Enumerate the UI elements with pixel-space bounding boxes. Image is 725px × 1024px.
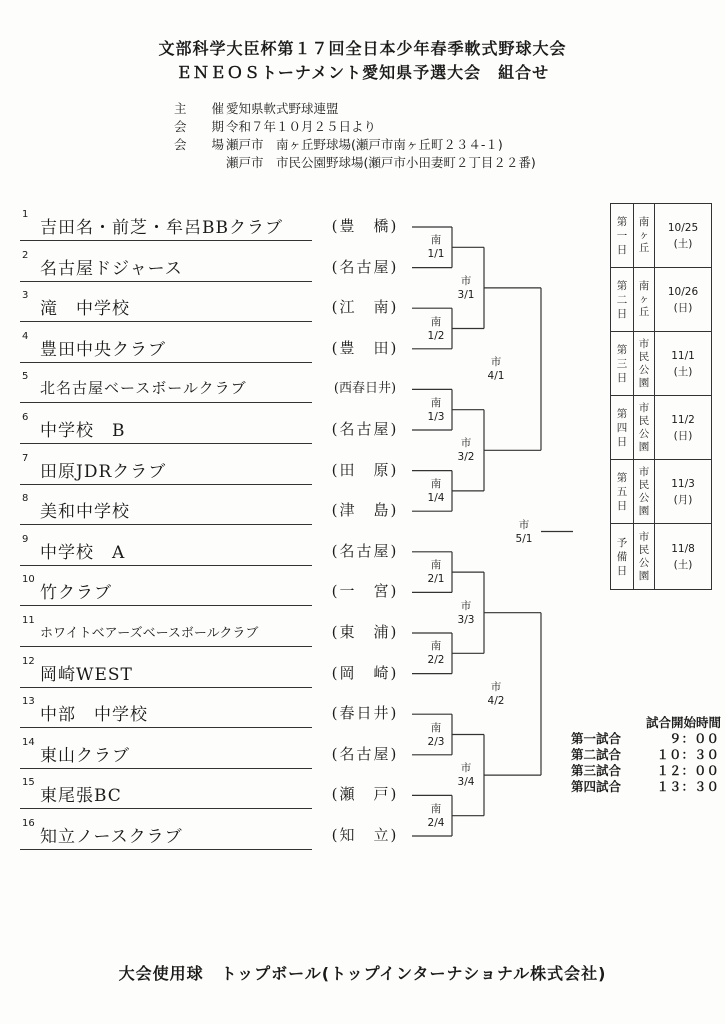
match-label (446, 436, 486, 464)
schedule-venue (634, 268, 655, 332)
period-label: 会 期 (174, 119, 225, 134)
schedule-row (611, 268, 712, 332)
schedule-venue (634, 524, 655, 590)
game-label: 第四試合 (571, 779, 622, 794)
team-number: 4 (22, 330, 29, 342)
team-number: 1 (22, 209, 29, 220)
schedule-venue-char: 園 (638, 376, 650, 389)
team-name: 中学校 A (40, 542, 126, 563)
match-label (476, 355, 516, 383)
team-city: (田 原) (331, 460, 399, 479)
schedule-venue-char: 民 (638, 478, 650, 491)
schedule-day-char: 日 (616, 564, 628, 577)
schedule-weekday: (土) (673, 365, 693, 378)
schedule-weekday: (月) (673, 493, 693, 506)
schedule-weekday: (日) (673, 301, 693, 314)
match-number: 2/3 (427, 735, 445, 748)
start-time-row (571, 729, 721, 745)
match-venue: 南 (430, 559, 442, 572)
match-number: 3/2 (457, 451, 475, 464)
schedule-table (610, 203, 712, 590)
match-label (476, 680, 516, 708)
schedule-day-char: 第 (616, 279, 628, 292)
venue-value-1: 瀬戸市 南ヶ丘野球場(瀬戸市南ヶ丘町２３４-１) (226, 137, 503, 152)
schedule-venue-char: 民 (638, 543, 650, 556)
schedule-row (611, 460, 712, 524)
start-time-row (571, 777, 721, 793)
match-label (416, 802, 456, 830)
organizer-label: 主 催 (174, 101, 225, 116)
team-number: 14 (22, 736, 35, 748)
schedule-row (611, 204, 712, 268)
match-label (416, 315, 456, 343)
schedule-date-value: 11/2 (671, 413, 695, 426)
schedule-day-char: 日 (616, 243, 628, 256)
start-times-title: 試合開始時間 (645, 715, 721, 730)
schedule-day-char: 日 (616, 435, 628, 448)
venue-value-2: 瀬戸市 市民公園野球場(瀬戸市小田妻町２丁目２２番) (226, 155, 536, 170)
match-number: 3/3 (457, 613, 475, 626)
match-label (504, 518, 544, 546)
team-city: (江 南) (331, 298, 399, 317)
match-venue: 南 (430, 234, 442, 247)
schedule-date-value: 11/3 (671, 477, 695, 490)
match-venue: 南 (430, 802, 442, 815)
match-venue: 市 (460, 437, 472, 450)
schedule-venue-char: 公 (638, 427, 650, 440)
match-number: 2/1 (427, 573, 445, 586)
schedule-venue-char: 市 (638, 530, 650, 543)
schedule-venue (634, 460, 655, 524)
match-venue: 市 (490, 356, 502, 369)
schedule-venue (634, 204, 655, 268)
team-name: 岡崎WEST (40, 664, 133, 685)
team-name: ホワイトベアーズベースボールクラブ (40, 626, 259, 641)
team-name: 東尾張BC (40, 786, 122, 807)
match-venue: 市 (460, 762, 472, 775)
match-venue: 南 (430, 396, 442, 409)
team-number: 5 (22, 371, 29, 383)
schedule-row (611, 396, 712, 460)
schedule-day-char: 二 (616, 293, 628, 306)
schedule-venue-char: 丘 (638, 242, 650, 254)
organizer-value: 愛知県軟式野球連盟 (226, 101, 339, 116)
schedule-venue-char: 公 (638, 556, 650, 569)
team-city: (瀬 戸) (331, 785, 399, 804)
schedule-day-char: 日 (616, 307, 628, 320)
match-label (416, 639, 456, 667)
match-number: 1/2 (427, 329, 445, 342)
team-number: 2 (22, 249, 29, 261)
match-label (416, 721, 456, 749)
match-number: 1/3 (427, 410, 445, 423)
schedule-date-value: 11/8 (671, 542, 695, 555)
team-name: 田原JDRクラブ (40, 461, 167, 482)
game-time: １０：３０ (656, 747, 719, 762)
schedule-weekday: (土) (673, 558, 693, 571)
team-number: 12 (22, 655, 35, 667)
schedule-date (655, 332, 712, 396)
game-time: ９：００ (668, 731, 719, 746)
match-number: 2/2 (427, 654, 445, 667)
schedule-venue-char: 園 (638, 504, 650, 517)
schedule-venue-char: 市 (638, 401, 650, 414)
team-number: 13 (22, 696, 35, 708)
schedule-venue-char: 公 (638, 363, 650, 376)
game-label: 第一試合 (571, 731, 622, 746)
schedule-day-char: 三 (616, 357, 628, 370)
team-city: (西春日井) (333, 381, 397, 397)
footer-note: 大会使用球 トップボール(トップインターナショナル株式会社) (118, 964, 607, 983)
match-label (416, 396, 456, 424)
schedule-day-char: 備 (616, 550, 628, 563)
schedule-day-char: 予 (616, 536, 628, 549)
team-number: 11 (22, 615, 35, 626)
team-name: 竹クラブ (40, 583, 112, 604)
team-name: 東山クラブ (40, 745, 130, 766)
schedule-row (611, 524, 712, 590)
schedule-venue-char: 市 (638, 337, 650, 350)
game-label: 第二試合 (571, 747, 622, 762)
match-venue: 南 (430, 315, 442, 328)
schedule-venue-char: ヶ (638, 229, 650, 241)
team-name: 吉田名・前芝・牟呂BBクラブ (40, 218, 283, 238)
schedule-weekday: (土) (673, 237, 693, 250)
start-time-row (571, 745, 721, 761)
schedule-weekday: (日) (673, 429, 693, 442)
match-venue: 市 (490, 680, 502, 693)
schedule-day-char: 五 (616, 485, 628, 498)
game-time: １３：３０ (656, 779, 719, 794)
match-number: 3/4 (457, 776, 475, 789)
schedule-date (655, 460, 712, 524)
start-time-row (571, 761, 721, 777)
team-city: (豊 田) (331, 338, 399, 357)
schedule-date (655, 204, 712, 268)
match-label (416, 477, 456, 505)
match-number: 2/4 (427, 816, 445, 829)
team-city: (知 立) (331, 826, 399, 844)
start-times (571, 713, 721, 793)
schedule-date-value: 10/25 (667, 221, 699, 234)
period-value: 令和７年１０月２５日より (226, 119, 377, 134)
schedule-day-char: 四 (616, 421, 628, 434)
schedule-venue (634, 396, 655, 460)
team-city: (名古屋) (331, 257, 399, 276)
schedule-venue-char: 園 (638, 569, 650, 582)
schedule-venue-char: 園 (638, 440, 650, 453)
venue-label: 会 場 (174, 137, 225, 152)
schedule-date (655, 524, 712, 590)
match-venue: 市 (460, 274, 472, 287)
schedule-day-char: 第 (616, 471, 628, 484)
team-number: 16 (22, 818, 35, 829)
schedule-day-char: 第 (616, 343, 628, 356)
team-city: (春日井) (331, 704, 399, 723)
schedule-venue-char: 公 (638, 491, 650, 504)
schedule-venue-char: ヶ (638, 293, 650, 305)
team-city: (岡 崎) (331, 663, 399, 682)
team-name: 豊田中央クラブ (40, 339, 166, 360)
team-number: 7 (22, 452, 29, 464)
team-city: (豊 橋) (331, 217, 399, 235)
team-city: (名古屋) (331, 420, 399, 438)
match-label (416, 558, 456, 586)
team-number: 6 (22, 412, 29, 423)
match-label (446, 761, 486, 789)
match-venue: 南 (430, 721, 442, 734)
team-name: 滝 中学校 (40, 299, 130, 320)
team-city: (名古屋) (331, 541, 399, 560)
team-number: 8 (22, 493, 29, 505)
match-venue: 南 (430, 477, 442, 490)
schedule-venue-char: 市 (638, 465, 650, 478)
match-number: 1/4 (427, 491, 445, 504)
match-venue: 市 (518, 518, 530, 531)
team-number: 3 (22, 290, 29, 302)
team-number: 9 (22, 533, 29, 545)
game-label: 第三試合 (571, 763, 622, 778)
schedule-day-char: 一 (616, 229, 628, 242)
schedule-row (611, 332, 712, 396)
schedule-venue-char: 丘 (638, 306, 650, 318)
match-venue: 市 (460, 599, 472, 612)
schedule-venue-char: 南 (638, 216, 650, 228)
match-label (446, 599, 486, 627)
team-city: (東 浦) (331, 623, 399, 641)
schedule-date-value: 11/1 (671, 349, 695, 362)
match-number: 4/1 (487, 370, 505, 383)
schedule-day-char: 日 (616, 499, 628, 512)
team-city: (名古屋) (331, 744, 399, 763)
game-time: １２：００ (656, 763, 719, 778)
schedule-day (611, 204, 634, 268)
page-title: 文部科学大臣杯第１７回全日本少年春季軟式野球大会 (158, 39, 567, 58)
schedule-venue-char: 南 (638, 280, 650, 292)
schedule-day-char: 日 (616, 371, 628, 384)
team-number: 10 (22, 574, 35, 586)
match-number: 1/1 (427, 248, 445, 261)
schedule-day-char: 第 (616, 215, 628, 228)
schedule-date-value: 10/26 (667, 285, 699, 298)
schedule-date (655, 396, 712, 460)
schedule-day (611, 460, 634, 524)
team-name: 中部 中学校 (40, 705, 148, 726)
match-number: 5/1 (515, 532, 533, 545)
team-name: 知立ノースクラブ (40, 827, 183, 847)
schedule-venue-char: 民 (638, 350, 650, 363)
schedule-day-char: 第 (616, 407, 628, 420)
schedule-venue (634, 332, 655, 396)
team-name: 美和中学校 (40, 502, 130, 523)
team-number: 15 (22, 777, 35, 789)
schedule-date (655, 268, 712, 332)
schedule-day (611, 396, 634, 460)
schedule-day (611, 524, 634, 590)
match-label (416, 233, 456, 261)
match-venue: 南 (430, 640, 442, 653)
schedule-venue-char: 民 (638, 414, 650, 427)
team-city: (一 宮) (331, 582, 399, 601)
team-name: 北名古屋ベースボールクラブ (40, 379, 247, 398)
team-name: 名古屋ドジャース (40, 258, 183, 279)
page-subtitle: ＥＮＥＯＳトーナメント愛知県予選大会 組合せ (175, 63, 550, 82)
schedule-day (611, 268, 634, 332)
match-number: 3/1 (457, 288, 475, 301)
schedule-day (611, 332, 634, 396)
team-name: 中学校 B (40, 421, 126, 441)
match-number: 4/2 (487, 694, 505, 707)
match-label (446, 274, 486, 302)
team-city: (津 島) (331, 501, 399, 520)
